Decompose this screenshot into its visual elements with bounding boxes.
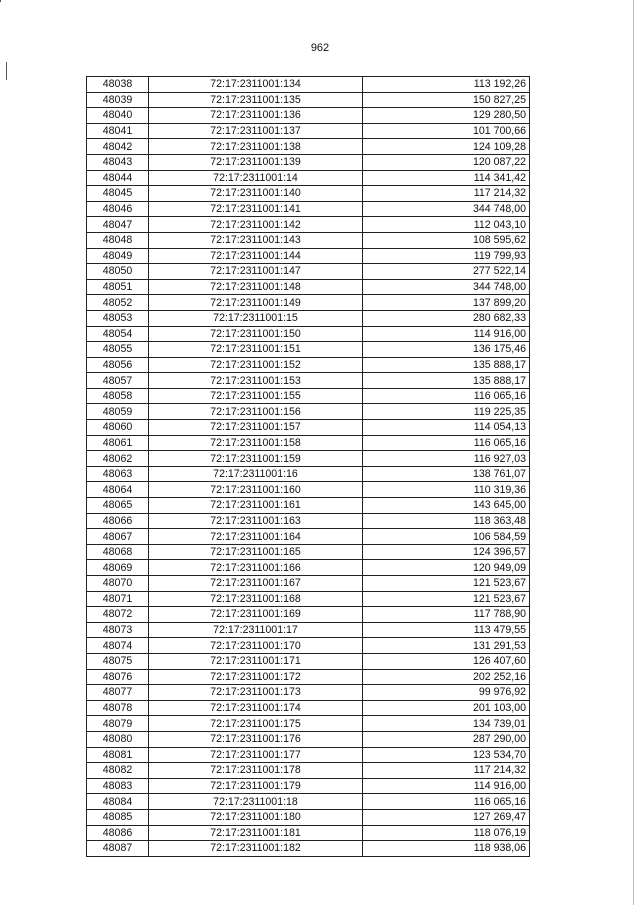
row-number-cell: 48041 (87, 123, 149, 139)
table-row (87, 841, 530, 857)
table-row (87, 170, 530, 186)
page-number: 962 (310, 42, 330, 54)
row-number-cell: 48044 (87, 170, 149, 186)
cadastral-number-cell: 72:17:2311001:164 (149, 529, 363, 545)
cadastral-number-cell: 72:17:2311001:15 (149, 310, 363, 326)
cadastral-number-cell: 72:17:2311001:169 (149, 607, 363, 623)
value-cell: 110 319,36 (363, 482, 530, 498)
value-cell: 99 976,92 (363, 685, 530, 701)
row-number-cell: 48056 (87, 357, 149, 373)
value-cell: 201 103,00 (363, 700, 530, 716)
cadastral-number-cell: 72:17:2311001:179 (149, 778, 363, 794)
table-row (87, 404, 530, 420)
table-row (87, 622, 530, 638)
value-cell: 119 799,93 (363, 248, 530, 264)
registry-table (86, 76, 530, 857)
value-cell: 120 087,22 (363, 154, 530, 170)
value-cell: 106 584,59 (363, 529, 530, 545)
row-number-cell: 48059 (87, 404, 149, 420)
row-number-cell: 48067 (87, 529, 149, 545)
row-number-cell: 48071 (87, 591, 149, 607)
table-row (87, 513, 530, 529)
row-number-cell: 48083 (87, 778, 149, 794)
value-cell: 113 192,26 (363, 77, 530, 93)
value-cell: 277 522,14 (363, 264, 530, 280)
table-row (87, 373, 530, 389)
value-cell: 114 054,13 (363, 420, 530, 436)
row-number-cell: 48039 (87, 92, 149, 108)
cadastral-number-cell: 72:17:2311001:134 (149, 77, 363, 93)
table-row (87, 560, 530, 576)
table-row (87, 669, 530, 685)
value-cell: 116 065,16 (363, 388, 530, 404)
value-cell: 101 700,66 (363, 123, 530, 139)
cadastral-number-cell: 72:17:2311001:144 (149, 248, 363, 264)
cadastral-number-cell: 72:17:2311001:168 (149, 591, 363, 607)
table-row (87, 139, 530, 155)
row-number-cell: 48072 (87, 607, 149, 623)
cadastral-number-cell: 72:17:2311001:177 (149, 747, 363, 763)
value-cell: 129 280,50 (363, 108, 530, 124)
cadastral-number-cell: 72:17:2311001:142 (149, 217, 363, 233)
row-number-cell: 48064 (87, 482, 149, 498)
cadastral-number-cell: 72:17:2311001:178 (149, 763, 363, 779)
table-row (87, 731, 530, 747)
scan-edge-mark (633, 0, 634, 905)
row-number-cell: 48075 (87, 653, 149, 669)
row-number-cell: 48066 (87, 513, 149, 529)
row-number-cell: 48058 (87, 388, 149, 404)
table-row (87, 310, 530, 326)
cadastral-number-cell: 72:17:2311001:138 (149, 139, 363, 155)
table-row (87, 92, 530, 108)
cadastral-number-cell: 72:17:2311001:18 (149, 794, 363, 810)
table-row (87, 482, 530, 498)
cadastral-number-cell: 72:17:2311001:137 (149, 123, 363, 139)
scan-edge-mark (6, 62, 7, 80)
row-number-cell: 48078 (87, 700, 149, 716)
cadastral-number-cell: 72:17:2311001:16 (149, 466, 363, 482)
cadastral-number-cell: 72:17:2311001:174 (149, 700, 363, 716)
value-cell: 202 252,16 (363, 669, 530, 685)
value-cell: 143 645,00 (363, 498, 530, 514)
cadastral-number-cell: 72:17:2311001:148 (149, 279, 363, 295)
value-cell: 119 225,35 (363, 404, 530, 420)
row-number-cell: 48079 (87, 716, 149, 732)
row-number-cell: 48070 (87, 576, 149, 592)
row-number-cell: 48049 (87, 248, 149, 264)
row-number-cell: 48043 (87, 154, 149, 170)
cadastral-number-cell: 72:17:2311001:163 (149, 513, 363, 529)
table-row (87, 716, 530, 732)
table-row (87, 638, 530, 654)
cadastral-number-cell: 72:17:2311001:175 (149, 716, 363, 732)
value-cell: 120 949,09 (363, 560, 530, 576)
value-cell: 112 043,10 (363, 217, 530, 233)
table-row (87, 342, 530, 358)
row-number-cell: 48068 (87, 544, 149, 560)
table-row (87, 326, 530, 342)
value-cell: 113 479,55 (363, 622, 530, 638)
table-row (87, 498, 530, 514)
row-number-cell: 48045 (87, 186, 149, 202)
cadastral-number-cell: 72:17:2311001:165 (149, 544, 363, 560)
cadastral-number-cell: 72:17:2311001:17 (149, 622, 363, 638)
value-cell: 138 761,07 (363, 466, 530, 482)
table-row (87, 653, 530, 669)
value-cell: 344 748,00 (363, 279, 530, 295)
table-row (87, 466, 530, 482)
table-row (87, 685, 530, 701)
cadastral-number-cell: 72:17:2311001:14 (149, 170, 363, 186)
value-cell: 118 938,06 (363, 841, 530, 857)
value-cell: 124 396,57 (363, 544, 530, 560)
table-row (87, 279, 530, 295)
row-number-cell: 48057 (87, 373, 149, 389)
value-cell: 280 682,33 (363, 310, 530, 326)
row-number-cell: 48048 (87, 232, 149, 248)
cadastral-number-cell: 72:17:2311001:150 (149, 326, 363, 342)
table-row (87, 794, 530, 810)
cadastral-number-cell: 72:17:2311001:139 (149, 154, 363, 170)
table-row (87, 154, 530, 170)
table-row (87, 388, 530, 404)
cadastral-number-cell: 72:17:2311001:167 (149, 576, 363, 592)
row-number-cell: 48042 (87, 139, 149, 155)
table-row (87, 825, 530, 841)
cadastral-number-cell: 72:17:2311001:172 (149, 669, 363, 685)
value-cell: 116 065,16 (363, 435, 530, 451)
row-number-cell: 48040 (87, 108, 149, 124)
table-row (87, 778, 530, 794)
value-cell: 116 927,03 (363, 451, 530, 467)
value-cell: 126 407,60 (363, 653, 530, 669)
table-row (87, 77, 530, 93)
value-cell: 135 888,17 (363, 373, 530, 389)
cadastral-number-cell: 72:17:2311001:149 (149, 295, 363, 311)
table-row (87, 420, 530, 436)
value-cell: 287 290,00 (363, 731, 530, 747)
cadastral-number-cell: 72:17:2311001:141 (149, 201, 363, 217)
cadastral-number-cell: 72:17:2311001:158 (149, 435, 363, 451)
table-row (87, 576, 530, 592)
table-row (87, 201, 530, 217)
value-cell: 117 214,32 (363, 186, 530, 202)
table-row (87, 295, 530, 311)
value-cell: 131 291,53 (363, 638, 530, 654)
cadastral-number-cell: 72:17:2311001:171 (149, 653, 363, 669)
row-number-cell: 48061 (87, 435, 149, 451)
row-number-cell: 48081 (87, 747, 149, 763)
row-number-cell: 48073 (87, 622, 149, 638)
row-number-cell: 48060 (87, 420, 149, 436)
value-cell: 116 065,16 (363, 794, 530, 810)
row-number-cell: 48082 (87, 763, 149, 779)
cadastral-number-cell: 72:17:2311001:182 (149, 841, 363, 857)
row-number-cell: 48055 (87, 342, 149, 358)
value-cell: 135 888,17 (363, 357, 530, 373)
value-cell: 150 827,25 (363, 92, 530, 108)
cadastral-number-cell: 72:17:2311001:135 (149, 92, 363, 108)
value-cell: 118 363,48 (363, 513, 530, 529)
value-cell: 123 534,70 (363, 747, 530, 763)
cadastral-number-cell: 72:17:2311001:152 (149, 357, 363, 373)
row-number-cell: 48077 (87, 685, 149, 701)
cadastral-number-cell: 72:17:2311001:180 (149, 809, 363, 825)
value-cell: 344 748,00 (363, 201, 530, 217)
value-cell: 136 175,46 (363, 342, 530, 358)
cadastral-number-cell: 72:17:2311001:170 (149, 638, 363, 654)
table-row (87, 763, 530, 779)
cadastral-number-cell: 72:17:2311001:157 (149, 420, 363, 436)
table-row (87, 435, 530, 451)
cadastral-number-cell: 72:17:2311001:147 (149, 264, 363, 280)
row-number-cell: 48074 (87, 638, 149, 654)
row-number-cell: 48076 (87, 669, 149, 685)
table-row (87, 357, 530, 373)
table-row (87, 123, 530, 139)
value-cell: 114 916,00 (363, 778, 530, 794)
table-row (87, 108, 530, 124)
cadastral-number-cell: 72:17:2311001:136 (149, 108, 363, 124)
value-cell: 127 269,47 (363, 809, 530, 825)
value-cell: 121 523,67 (363, 591, 530, 607)
row-number-cell: 48087 (87, 841, 149, 857)
scan-edge-mark (0, 0, 1, 2)
table-row (87, 529, 530, 545)
value-cell: 117 214,32 (363, 763, 530, 779)
cadastral-number-cell: 72:17:2311001:181 (149, 825, 363, 841)
cadastral-number-cell: 72:17:2311001:156 (149, 404, 363, 420)
row-number-cell: 48085 (87, 809, 149, 825)
row-number-cell: 48086 (87, 825, 149, 841)
table-row (87, 232, 530, 248)
cadastral-number-cell: 72:17:2311001:151 (149, 342, 363, 358)
row-number-cell: 48080 (87, 731, 149, 747)
row-number-cell: 48054 (87, 326, 149, 342)
table-row (87, 607, 530, 623)
row-number-cell: 48051 (87, 279, 149, 295)
value-cell: 114 341,42 (363, 170, 530, 186)
row-number-cell: 48046 (87, 201, 149, 217)
value-cell: 134 739,01 (363, 716, 530, 732)
cadastral-number-cell: 72:17:2311001:155 (149, 388, 363, 404)
table-row (87, 264, 530, 280)
cadastral-number-cell: 72:17:2311001:176 (149, 731, 363, 747)
row-number-cell: 48062 (87, 451, 149, 467)
table-row (87, 451, 530, 467)
row-number-cell: 48053 (87, 310, 149, 326)
row-number-cell: 48065 (87, 498, 149, 514)
table-row (87, 217, 530, 233)
cadastral-number-cell: 72:17:2311001:143 (149, 232, 363, 248)
cadastral-number-cell: 72:17:2311001:160 (149, 482, 363, 498)
cadastral-number-cell: 72:17:2311001:153 (149, 373, 363, 389)
table-row (87, 248, 530, 264)
row-number-cell: 48050 (87, 264, 149, 280)
row-number-cell: 48063 (87, 466, 149, 482)
cadastral-number-cell: 72:17:2311001:166 (149, 560, 363, 576)
cadastral-number-cell: 72:17:2311001:140 (149, 186, 363, 202)
value-cell: 124 109,28 (363, 139, 530, 155)
registry-table-body (87, 77, 530, 857)
cadastral-number-cell: 72:17:2311001:161 (149, 498, 363, 514)
table-row (87, 591, 530, 607)
value-cell: 121 523,67 (363, 576, 530, 592)
row-number-cell: 48038 (87, 77, 149, 93)
table-row (87, 747, 530, 763)
table-row (87, 809, 530, 825)
cadastral-number-cell: 72:17:2311001:173 (149, 685, 363, 701)
row-number-cell: 48084 (87, 794, 149, 810)
value-cell: 137 899,20 (363, 295, 530, 311)
table-row (87, 700, 530, 716)
cadastral-number-cell: 72:17:2311001:159 (149, 451, 363, 467)
value-cell: 114 916,00 (363, 326, 530, 342)
value-cell: 117 788,90 (363, 607, 530, 623)
value-cell: 108 595,62 (363, 232, 530, 248)
table-row (87, 186, 530, 202)
row-number-cell: 48047 (87, 217, 149, 233)
table-row (87, 544, 530, 560)
value-cell: 118 076,19 (363, 825, 530, 841)
row-number-cell: 48069 (87, 560, 149, 576)
row-number-cell: 48052 (87, 295, 149, 311)
